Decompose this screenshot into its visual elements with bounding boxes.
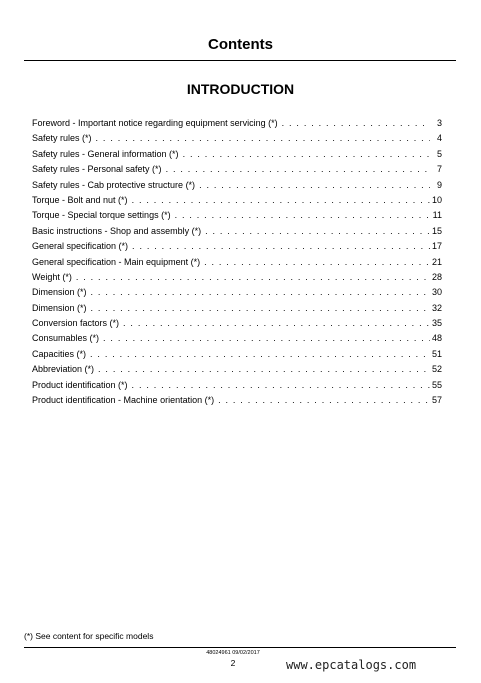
page-title: Contents: [208, 36, 273, 53]
dot-leader: [96, 131, 430, 146]
toc-entry-title: Product identification - Machine orientation (*): [32, 395, 215, 406]
toc-entry-page: 17: [431, 241, 442, 252]
toc-entry[interactable]: [32, 393, 442, 408]
section-title: INTRODUCTION: [186, 81, 295, 97]
dot-leader: [175, 208, 430, 223]
document-id: 48024961 09/02/2017: [206, 650, 260, 656]
dot-leader: [132, 378, 430, 393]
toc-entry-title: Capacities (*): [32, 348, 87, 359]
toc-entry-title: Safety rules - Cab protective structure (*): [32, 179, 196, 190]
toc-entry[interactable]: [32, 116, 442, 131]
toc-entry-title: Product identification (*): [32, 379, 128, 390]
toc-entry-page: 51: [431, 348, 442, 359]
toc-entry[interactable]: [32, 331, 442, 346]
dot-leader: [204, 255, 430, 270]
toc-entry[interactable]: [32, 362, 442, 377]
footer-divider: [24, 647, 456, 648]
toc-entry-page: 35: [431, 318, 442, 329]
toc-entry[interactable]: [32, 301, 442, 316]
dot-leader: [183, 147, 430, 162]
toc-entry-title: Weight (*): [32, 271, 72, 282]
toc-entry[interactable]: [32, 347, 442, 362]
toc-entry-page: 11: [432, 210, 442, 221]
toc-entry[interactable]: [32, 239, 442, 254]
toc-entry-title: Basic instructions - Shop and assembly (*): [32, 225, 202, 236]
toc-entry-title: Foreword - Important notice regarding equipment servicing (*): [32, 118, 278, 128]
dot-leader: [282, 116, 430, 131]
toc-entry[interactable]: [32, 224, 442, 239]
header-divider: [24, 60, 456, 61]
toc-entry[interactable]: [32, 147, 442, 162]
dot-leader: [132, 193, 430, 208]
toc-entry[interactable]: [32, 285, 442, 300]
toc-entry[interactable]: [32, 378, 442, 393]
toc-entry[interactable]: [32, 255, 442, 270]
toc-entry[interactable]: [32, 270, 442, 285]
toc-entry-page: 15: [431, 225, 442, 236]
toc-entry-page: 4: [436, 133, 442, 144]
toc-entry[interactable]: [32, 316, 442, 331]
toc-entry-page: 9: [436, 179, 442, 190]
toc-entry-page: 21: [431, 256, 442, 267]
dot-leader: [90, 347, 430, 362]
toc-entry-title: Conversion factors (*): [32, 318, 120, 329]
table-of-contents: [32, 116, 442, 408]
toc-entry-page: 32: [431, 302, 442, 313]
toc-entry[interactable]: [32, 178, 442, 193]
footnote: (*) See content for specific models: [24, 631, 154, 641]
dot-leader: [91, 301, 430, 316]
toc-entry[interactable]: [32, 131, 442, 146]
dot-leader: [91, 285, 430, 300]
dot-leader: [103, 331, 430, 346]
toc-entry-page: 57: [431, 395, 442, 406]
toc-entry-title: Safety rules - General information (*): [32, 148, 179, 159]
toc-entry-page: 30: [431, 287, 442, 298]
toc-entry-title: Dimension (*): [32, 287, 87, 298]
toc-entry[interactable]: [32, 193, 442, 208]
toc-entry-page: 5: [436, 148, 442, 159]
toc-entry-title: Safety rules (*): [32, 133, 92, 144]
toc-entry-title: General specification (*): [32, 241, 129, 252]
toc-entry-title: Dimension (*): [32, 302, 87, 313]
toc-entry-title: Safety rules - Personal safety (*): [32, 164, 162, 175]
dot-leader: [166, 162, 430, 177]
dot-leader: [132, 239, 430, 254]
dot-leader: [218, 393, 430, 408]
dot-leader: [98, 362, 430, 377]
dot-leader: [199, 178, 430, 193]
dot-leader: [123, 316, 430, 331]
toc-entry-page: 28: [431, 271, 442, 282]
toc-entry-page: 52: [431, 364, 442, 375]
watermark-url: www.epcatalogs.com: [286, 658, 417, 672]
toc-entry-title: Torque - Bolt and nut (*): [32, 194, 128, 205]
toc-entry-title: Consumables (*): [32, 333, 100, 344]
toc-entry-title: Torque - Special torque settings (*): [32, 210, 171, 221]
dot-leader: [205, 224, 430, 239]
toc-entry[interactable]: [32, 208, 442, 223]
toc-entry-page: 55: [431, 379, 442, 390]
toc-entry-title: Abbreviation (*): [32, 364, 95, 375]
toc-entry-page: 3: [436, 118, 442, 128]
toc-entry[interactable]: [32, 162, 442, 177]
toc-entry-page: 48: [431, 333, 442, 344]
page-number: 2: [230, 658, 236, 668]
toc-entry-page: 7: [436, 164, 442, 175]
toc-entry-page: 10: [431, 194, 442, 205]
dot-leader: [76, 270, 430, 285]
toc-entry-title: General specification - Main equipment (*): [32, 256, 201, 267]
